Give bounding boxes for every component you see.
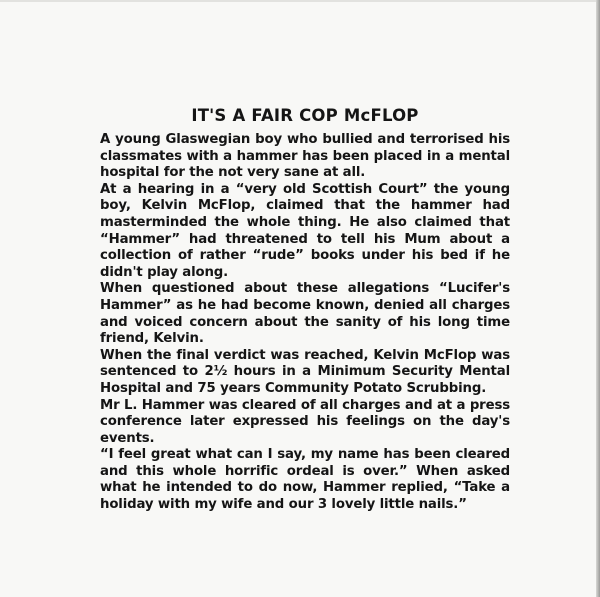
page-top-edge	[0, 0, 600, 2]
article	[100, 106, 510, 514]
article-paragraph-6: “I feel great what can I say, my name has been cleared and this whole horrific ordeal is over.” When asked what he intended to do now, Hammer replied, “Take a holiday with my wife and our 3 lovely little nails.”	[100, 447, 510, 513]
article-headline: IT'S A FAIR COP McFLOP	[191, 106, 419, 125]
page-right-edge	[596, 0, 600, 597]
article-paragraph-5: Mr L. Hammer was cleared of all charges and at a press conference later expressed his feelings on the day's events.	[100, 397, 510, 446]
article-paragraph-4: When the final verdict was reached, Kelvin McFlop was sentenced to 2½ hours in a Minimum Security Mental Hospital and 75 years Community Potato Scrubbing.	[100, 347, 510, 396]
article-paragraph-1: A young Glaswegian boy who bullied and terrorised his classmates with a hammer has been placed in a mental hospital for the not very sane at all.	[100, 132, 510, 181]
article-paragraph-3: When questioned about these allegations “Lucifer's Hammer” as he had become known, denied all charges and voiced concern about the sanity of his long time friend, Kelvin.	[100, 281, 510, 347]
article-paragraph-2: At a hearing in a “very old Scottish Court” the young boy, Kelvin McFlop, claimed that the hammer had masterminded the whole thing. He also claimed that “Hammer” had threatened to tell his Mum about a collection of rather “rude” books under his bed if he didn't play along.	[100, 181, 510, 280]
